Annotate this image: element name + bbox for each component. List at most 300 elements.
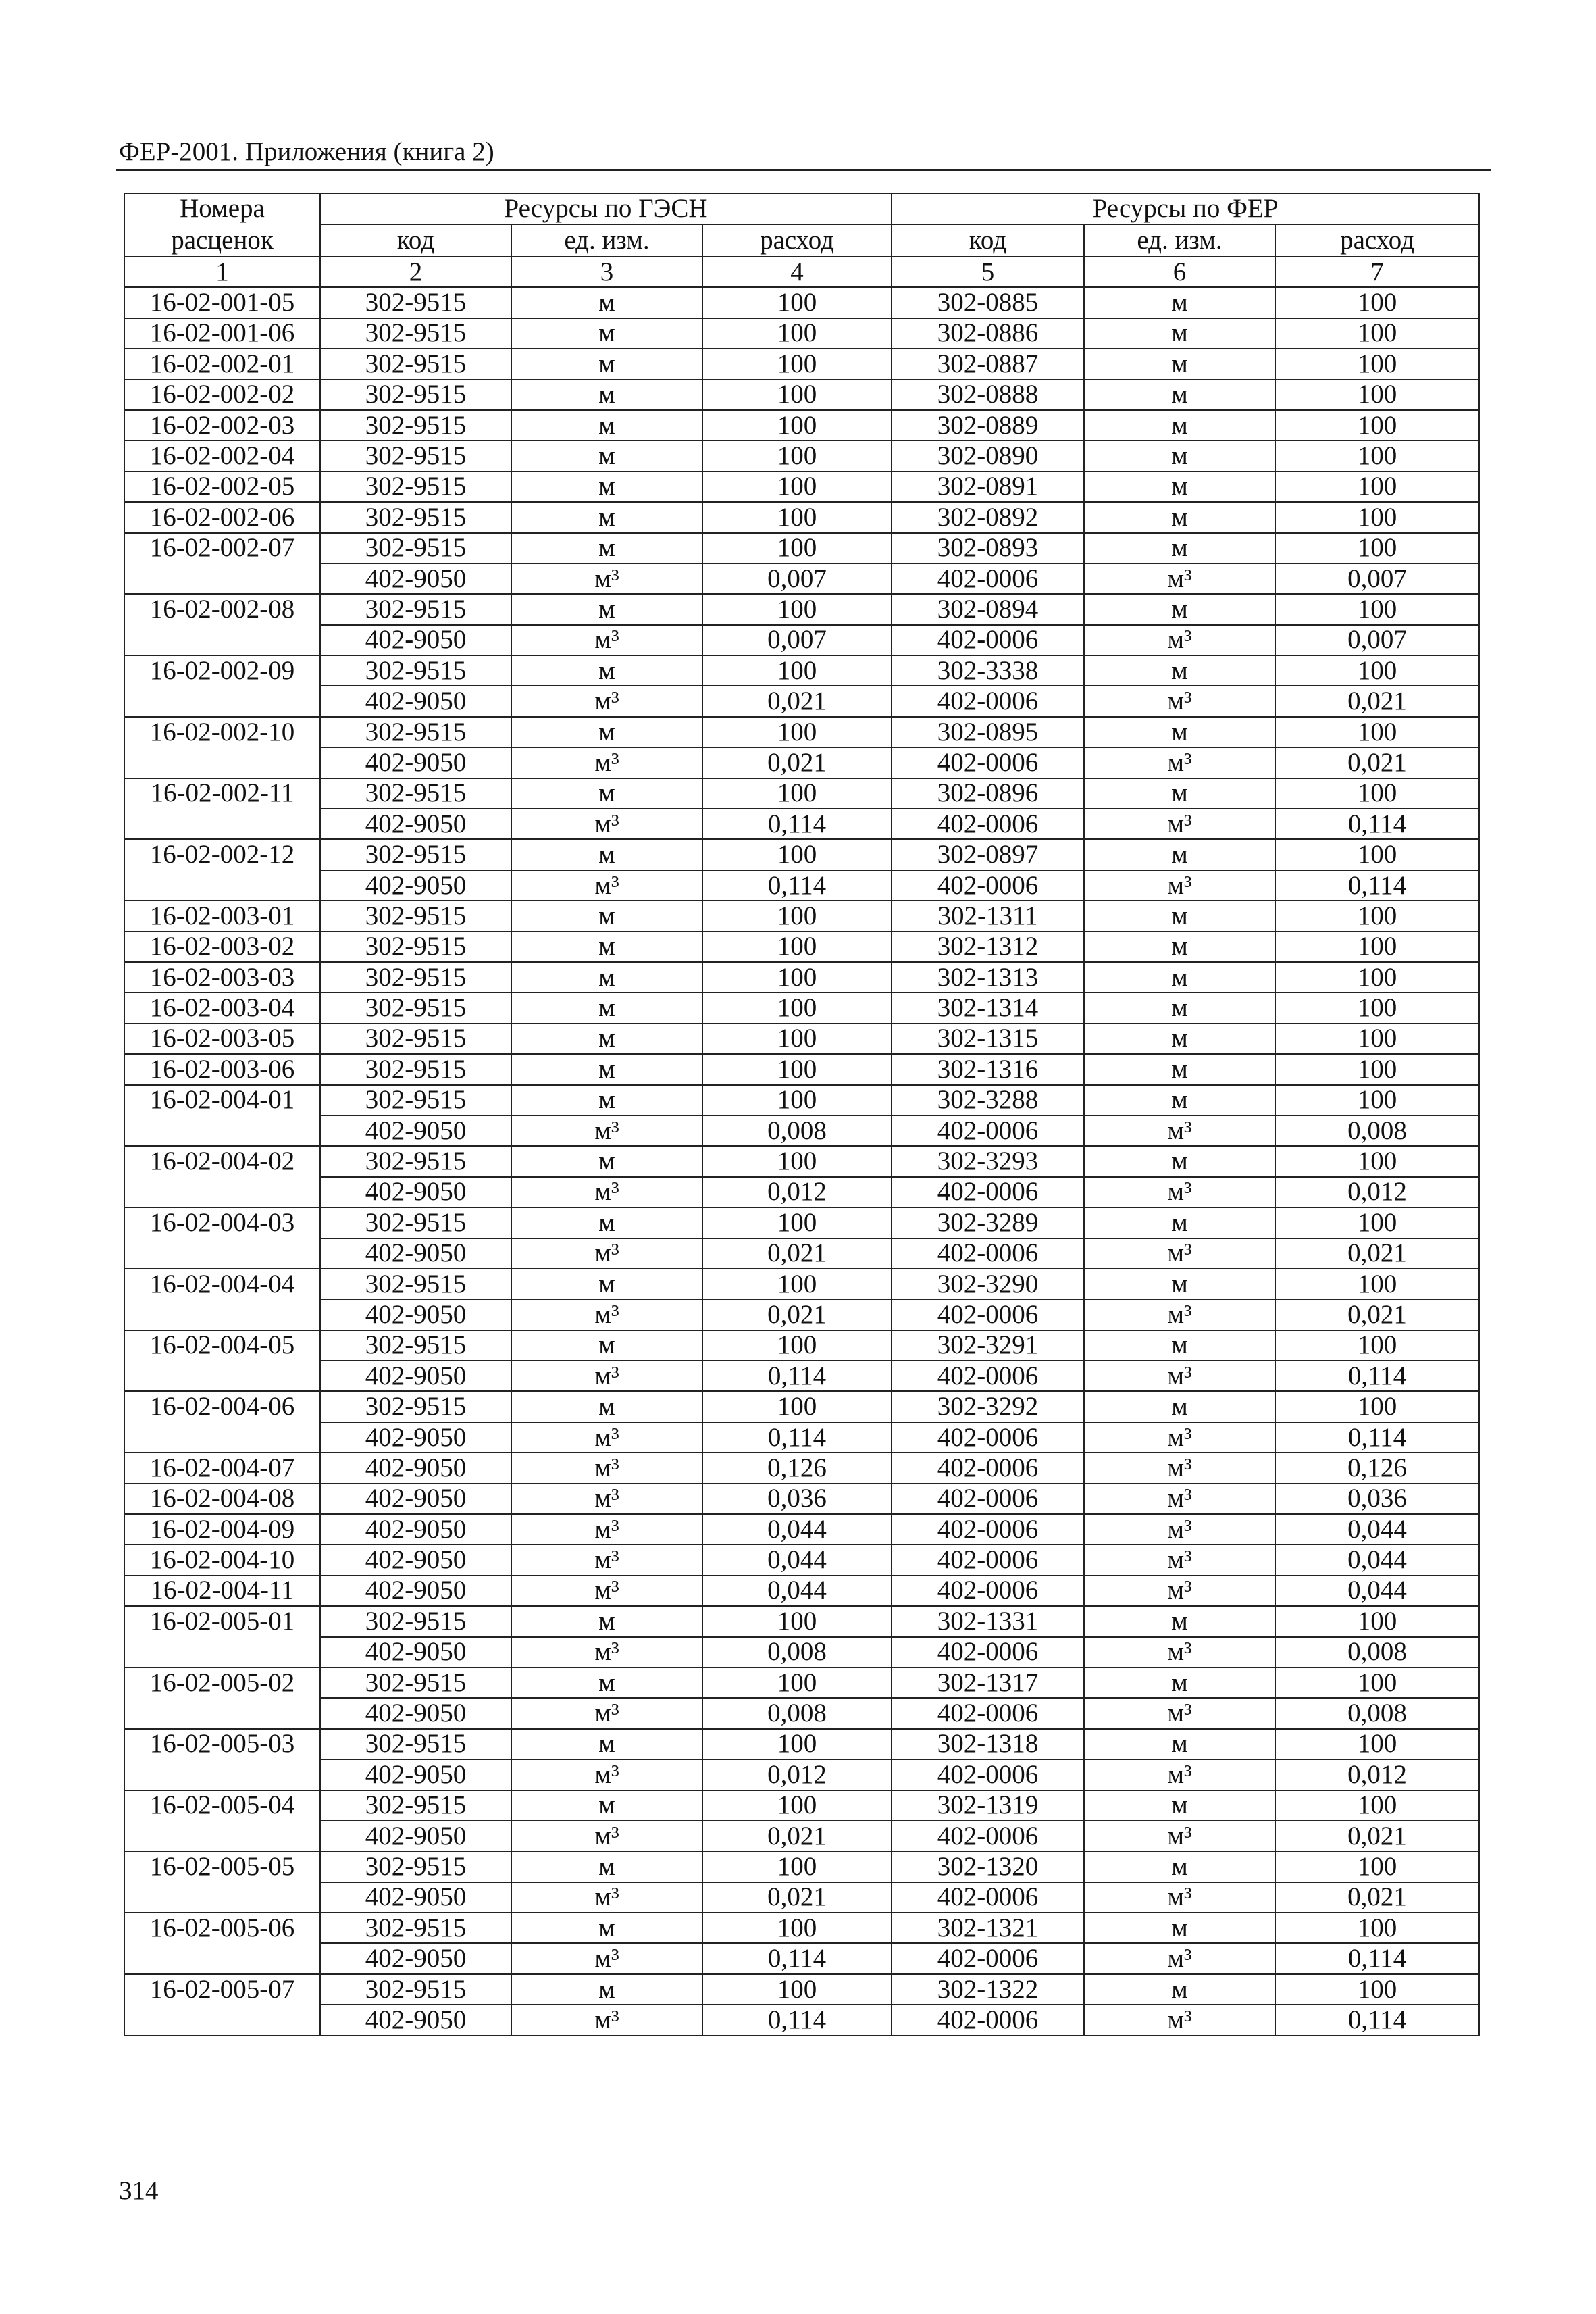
fer-unit-cell: м³	[1084, 1115, 1275, 1146]
gesn-consumption-cell: 0,021	[702, 1238, 892, 1269]
rate-number-cell: 16-02-005-04	[124, 1790, 320, 1821]
fer-consumption-cell: 100	[1275, 472, 1479, 502]
fer-unit-cell: м³	[1084, 809, 1275, 839]
rate-number-cell	[124, 809, 320, 839]
fer-consumption-cell: 100	[1275, 349, 1479, 379]
gesn-unit-cell: м	[511, 839, 702, 870]
gesn-consumption-cell: 0,008	[702, 1115, 892, 1146]
column-number: 7	[1275, 257, 1479, 287]
table-row	[124, 1821, 1479, 1851]
table-header-row-groups	[124, 193, 1479, 224]
gesn-code-cell: 302-9515	[320, 1269, 511, 1299]
gesn-consumption-cell: 0,021	[702, 747, 892, 778]
gesn-consumption-cell: 100	[702, 594, 892, 624]
fer-consumption-cell: 0,007	[1275, 625, 1479, 655]
column-number: 5	[892, 257, 1084, 287]
table-row	[124, 1667, 1479, 1698]
table-row	[124, 318, 1479, 349]
table-row	[124, 870, 1479, 901]
gesn-code-cell: 302-9515	[320, 655, 511, 686]
fer-consumption-cell: 100	[1275, 594, 1479, 624]
gesn-unit-cell: м	[511, 1729, 702, 1759]
fer-code-cell: 402-0006	[892, 809, 1084, 839]
gesn-unit-cell: м	[511, 1790, 702, 1821]
fer-code-cell: 302-1315	[892, 1024, 1084, 1054]
fer-unit-cell: м	[1084, 1085, 1275, 1115]
rate-number-cell: 16-02-002-09	[124, 655, 320, 686]
fer-consumption-cell: 100	[1275, 962, 1479, 992]
table-row	[124, 1974, 1479, 2005]
gesn-code-cell: 402-9050	[320, 1943, 511, 1973]
fer-code-cell: 302-1313	[892, 962, 1084, 992]
rate-number-cell: 16-02-004-11	[124, 1576, 320, 1606]
gesn-consumption-cell: 100	[702, 992, 892, 1023]
fer-unit-cell: м³	[1084, 1361, 1275, 1391]
gesn-consumption-cell: 100	[702, 1606, 892, 1636]
page-number: 314	[119, 2176, 159, 2205]
fer-consumption-cell: 0,114	[1275, 809, 1479, 839]
rate-number-cell	[124, 563, 320, 594]
table-row	[124, 410, 1479, 441]
gesn-unit-cell: м³	[511, 1484, 702, 1514]
rate-number-cell: 16-02-005-07	[124, 1974, 320, 2005]
fer-code-cell: 302-1331	[892, 1606, 1084, 1636]
gesn-code-cell: 302-9515	[320, 287, 511, 318]
fer-unit-cell: м	[1084, 349, 1275, 379]
fer-code-cell: 302-1318	[892, 1729, 1084, 1759]
fer-consumption-cell: 100	[1275, 1024, 1479, 1054]
fer-consumption-cell: 100	[1275, 901, 1479, 931]
fer-unit-cell: м³	[1084, 1576, 1275, 1606]
gesn-code-cell: 302-9515	[320, 1790, 511, 1821]
gesn-unit-cell: м	[511, 1024, 702, 1054]
rate-number-cell: 16-02-004-07	[124, 1453, 320, 1483]
fer-code-cell: 402-0006	[892, 1544, 1084, 1575]
gesn-unit-cell: м	[511, 441, 702, 471]
table-row	[124, 1729, 1479, 1759]
header-gesn-code: код	[320, 224, 511, 257]
gesn-unit-cell: м	[511, 1330, 702, 1361]
table-row	[124, 1085, 1479, 1115]
gesn-consumption-cell: 0,114	[702, 1943, 892, 1973]
gesn-code-cell: 402-9050	[320, 1115, 511, 1146]
table-row	[124, 1269, 1479, 1299]
gesn-code-cell: 302-9515	[320, 1974, 511, 2005]
fer-unit-cell: м	[1084, 1667, 1275, 1698]
table-row	[124, 1913, 1479, 1943]
rate-number-cell	[124, 1361, 320, 1391]
header-gesn-resources: Ресурсы по ГЭСН	[320, 193, 892, 224]
fer-consumption-cell: 0,021	[1275, 747, 1479, 778]
gesn-consumption-cell: 100	[702, 1391, 892, 1422]
fer-unit-cell: м	[1084, 778, 1275, 809]
fer-consumption-cell: 100	[1275, 839, 1479, 870]
gesn-code-cell: 302-9515	[320, 962, 511, 992]
fer-unit-cell: м³	[1084, 1544, 1275, 1575]
fer-unit-cell: м	[1084, 992, 1275, 1023]
gesn-unit-cell: м	[511, 778, 702, 809]
fer-code-cell: 402-0006	[892, 563, 1084, 594]
table-row	[124, 686, 1479, 716]
rate-number-cell: 16-02-005-03	[124, 1729, 320, 1759]
fer-consumption-cell: 100	[1275, 932, 1479, 962]
gesn-consumption-cell: 100	[702, 1146, 892, 1176]
table-row	[124, 1299, 1479, 1330]
rate-number-cell	[124, 1759, 320, 1790]
gesn-code-cell: 302-9515	[320, 1391, 511, 1422]
fer-code-cell: 402-0006	[892, 686, 1084, 716]
gesn-code-cell: 302-9515	[320, 472, 511, 502]
fer-code-cell: 302-0894	[892, 594, 1084, 624]
gesn-unit-cell: м³	[511, 1637, 702, 1667]
fer-consumption-cell: 0,012	[1275, 1759, 1479, 1790]
gesn-consumption-cell: 100	[702, 932, 892, 962]
gesn-code-cell: 302-9515	[320, 839, 511, 870]
rate-number-cell: 16-02-002-01	[124, 349, 320, 379]
gesn-consumption-cell: 100	[702, 1790, 892, 1821]
gesn-consumption-cell: 0,114	[702, 1361, 892, 1391]
gesn-consumption-cell: 100	[702, 839, 892, 870]
gesn-unit-cell: м³	[511, 1544, 702, 1575]
gesn-code-cell: 302-9515	[320, 1851, 511, 1882]
fer-code-cell: 402-0006	[892, 1698, 1084, 1728]
gesn-consumption-cell: 0,021	[702, 1882, 892, 1913]
fer-consumption-cell: 100	[1275, 1054, 1479, 1084]
table-row	[124, 1851, 1479, 1882]
table-row	[124, 349, 1479, 379]
fer-consumption-cell: 100	[1275, 1790, 1479, 1821]
fer-consumption-cell: 100	[1275, 380, 1479, 410]
gesn-unit-cell: м³	[511, 1177, 702, 1207]
gesn-consumption-cell: 0,021	[702, 686, 892, 716]
rate-number-cell: 16-02-004-10	[124, 1544, 320, 1575]
gesn-code-cell: 302-9515	[320, 1024, 511, 1054]
fer-code-cell: 402-0006	[892, 1821, 1084, 1851]
fer-code-cell: 302-0893	[892, 533, 1084, 563]
rate-number-cell: 16-02-004-01	[124, 1085, 320, 1115]
gesn-unit-cell: м	[511, 410, 702, 441]
fer-code-cell: 402-0006	[892, 870, 1084, 901]
table-row	[124, 1514, 1479, 1544]
fer-code-cell: 302-1321	[892, 1913, 1084, 1943]
header-divider	[116, 169, 1491, 171]
gesn-consumption-cell: 100	[702, 410, 892, 441]
gesn-unit-cell: м	[511, 655, 702, 686]
rate-number-cell: 16-02-002-08	[124, 594, 320, 624]
gesn-unit-cell: м	[511, 1085, 702, 1115]
fer-consumption-cell: 0,114	[1275, 870, 1479, 901]
gesn-unit-cell: м³	[511, 1821, 702, 1851]
gesn-consumption-cell: 100	[702, 533, 892, 563]
rate-number-cell: 16-02-002-06	[124, 502, 320, 532]
rate-number-cell: 16-02-004-08	[124, 1484, 320, 1514]
gesn-unit-cell: м	[511, 287, 702, 318]
fer-unit-cell: м	[1084, 1913, 1275, 1943]
fer-unit-cell: м³	[1084, 1759, 1275, 1790]
gesn-unit-cell: м	[511, 717, 702, 747]
rate-number-cell: 16-02-002-12	[124, 839, 320, 870]
fer-code-cell: 302-3292	[892, 1391, 1084, 1422]
table-row	[124, 1637, 1479, 1667]
gesn-code-cell: 402-9050	[320, 625, 511, 655]
rate-number-cell: 16-02-003-01	[124, 901, 320, 931]
fer-unit-cell: м³	[1084, 1821, 1275, 1851]
gesn-consumption-cell: 100	[702, 962, 892, 992]
fer-unit-cell: м	[1084, 1606, 1275, 1636]
gesn-unit-cell: м	[511, 901, 702, 931]
fer-code-cell: 302-3289	[892, 1207, 1084, 1238]
fer-code-cell: 402-0006	[892, 747, 1084, 778]
gesn-unit-cell: м³	[511, 870, 702, 901]
gesn-code-cell: 302-9515	[320, 410, 511, 441]
gesn-unit-cell: м	[511, 962, 702, 992]
table-row	[124, 594, 1479, 624]
gesn-consumption-cell: 100	[702, 1913, 892, 1943]
rate-number-cell: 16-02-004-03	[124, 1207, 320, 1238]
fer-consumption-cell: 100	[1275, 1851, 1479, 1882]
fer-unit-cell: м³	[1084, 686, 1275, 716]
fer-code-cell: 302-3293	[892, 1146, 1084, 1176]
rate-number-cell	[124, 1821, 320, 1851]
fer-unit-cell: м³	[1084, 1453, 1275, 1483]
gesn-code-cell: 402-9050	[320, 1299, 511, 1330]
gesn-unit-cell: м	[511, 932, 702, 962]
gesn-code-cell: 302-9515	[320, 380, 511, 410]
fer-code-cell: 402-0006	[892, 1882, 1084, 1913]
rate-number-cell: 16-02-004-06	[124, 1391, 320, 1422]
fer-code-cell: 302-3290	[892, 1269, 1084, 1299]
gesn-code-cell: 302-9515	[320, 441, 511, 471]
gesn-unit-cell: м³	[511, 2005, 702, 2035]
gesn-unit-cell: м³	[511, 1238, 702, 1269]
fer-unit-cell: м	[1084, 1851, 1275, 1882]
fer-consumption-cell: 0,012	[1275, 1177, 1479, 1207]
table-row	[124, 1146, 1479, 1176]
fer-code-cell: 302-0885	[892, 287, 1084, 318]
gesn-unit-cell: м³	[511, 1299, 702, 1330]
table-row	[124, 1453, 1479, 1483]
rate-number-cell: 16-02-004-05	[124, 1330, 320, 1361]
fer-unit-cell: м³	[1084, 2005, 1275, 2035]
gesn-unit-cell: м³	[511, 1115, 702, 1146]
fer-consumption-cell: 100	[1275, 1146, 1479, 1176]
rate-number-cell: 16-02-002-11	[124, 778, 320, 809]
fer-unit-cell: м	[1084, 472, 1275, 502]
gesn-code-cell: 402-9050	[320, 1453, 511, 1483]
fer-code-cell: 402-0006	[892, 1943, 1084, 1973]
rate-number-cell: 16-02-002-07	[124, 533, 320, 563]
gesn-unit-cell: м³	[511, 686, 702, 716]
fer-unit-cell: м	[1084, 318, 1275, 349]
fer-unit-cell: м	[1084, 962, 1275, 992]
gesn-code-cell: 402-9050	[320, 1361, 511, 1391]
gesn-unit-cell: м³	[511, 1882, 702, 1913]
gesn-consumption-cell: 100	[702, 1269, 892, 1299]
fer-unit-cell: м³	[1084, 1422, 1275, 1453]
fer-unit-cell: м³	[1084, 1484, 1275, 1514]
fer-unit-cell: м³	[1084, 1943, 1275, 1973]
fer-unit-cell: м	[1084, 410, 1275, 441]
gesn-unit-cell: м	[511, 1054, 702, 1084]
fer-unit-cell: м	[1084, 380, 1275, 410]
gesn-unit-cell: м	[511, 1207, 702, 1238]
fer-code-cell: 302-1317	[892, 1667, 1084, 1698]
fer-unit-cell: м	[1084, 1330, 1275, 1361]
rate-number-cell: 16-02-004-02	[124, 1146, 320, 1176]
gesn-consumption-cell: 100	[702, 1085, 892, 1115]
rate-number-cell	[124, 1238, 320, 1269]
gesn-consumption-cell: 100	[702, 380, 892, 410]
fer-code-cell: 302-0890	[892, 441, 1084, 471]
table-row	[124, 778, 1479, 809]
table-row	[124, 1177, 1479, 1207]
table-row	[124, 747, 1479, 778]
gesn-consumption-cell: 100	[702, 1054, 892, 1084]
rate-number-cell: 16-02-004-09	[124, 1514, 320, 1544]
fer-consumption-cell: 0,036	[1275, 1484, 1479, 1514]
gesn-unit-cell: м	[511, 1146, 702, 1176]
fer-code-cell: 402-0006	[892, 2005, 1084, 2035]
gesn-code-cell: 402-9050	[320, 2005, 511, 2035]
table-row	[124, 992, 1479, 1023]
header-rate-numbers-top: Номера	[124, 193, 320, 224]
table-row	[124, 932, 1479, 962]
rate-number-cell: 16-02-002-05	[124, 472, 320, 502]
gesn-code-cell: 302-9515	[320, 1085, 511, 1115]
rate-number-cell: 16-02-003-02	[124, 932, 320, 962]
header-gesn-consumption: расход	[702, 224, 892, 257]
gesn-code-cell: 302-9515	[320, 318, 511, 349]
column-number: 3	[511, 257, 702, 287]
table-row	[124, 1698, 1479, 1728]
table-row	[124, 1054, 1479, 1084]
table-row	[124, 287, 1479, 318]
fer-consumption-cell: 100	[1275, 1207, 1479, 1238]
gesn-unit-cell: м	[511, 1269, 702, 1299]
gesn-unit-cell: м³	[511, 1422, 702, 1453]
fer-unit-cell: м³	[1084, 563, 1275, 594]
resources-table	[124, 193, 1480, 2036]
fer-consumption-cell: 0,008	[1275, 1698, 1479, 1728]
gesn-code-cell: 302-9515	[320, 1330, 511, 1361]
fer-consumption-cell: 100	[1275, 717, 1479, 747]
gesn-consumption-cell: 0,021	[702, 1821, 892, 1851]
fer-consumption-cell: 100	[1275, 1391, 1479, 1422]
fer-unit-cell: м	[1084, 1054, 1275, 1084]
table-row	[124, 1943, 1479, 1973]
fer-unit-cell: м	[1084, 441, 1275, 471]
gesn-code-cell: 302-9515	[320, 901, 511, 931]
gesn-consumption-cell: 0,044	[702, 1514, 892, 1544]
table-row	[124, 2005, 1479, 2035]
fer-code-cell: 402-0006	[892, 1576, 1084, 1606]
gesn-consumption-cell: 0,044	[702, 1544, 892, 1575]
header-fer-resources: Ресурсы по ФЕР	[892, 193, 1479, 224]
fer-consumption-cell: 0,021	[1275, 686, 1479, 716]
fer-code-cell: 302-1312	[892, 932, 1084, 962]
gesn-consumption-cell: 100	[702, 778, 892, 809]
gesn-code-cell: 302-9515	[320, 717, 511, 747]
gesn-consumption-cell: 0,021	[702, 1299, 892, 1330]
fer-code-cell: 402-0006	[892, 1759, 1084, 1790]
table-row	[124, 563, 1479, 594]
gesn-unit-cell: м³	[511, 625, 702, 655]
fer-code-cell: 302-1314	[892, 992, 1084, 1023]
gesn-code-cell: 402-9050	[320, 1422, 511, 1453]
gesn-code-cell: 402-9050	[320, 563, 511, 594]
fer-unit-cell: м	[1084, 655, 1275, 686]
fer-code-cell: 402-0006	[892, 1422, 1084, 1453]
gesn-code-cell: 302-9515	[320, 992, 511, 1023]
fer-unit-cell: м³	[1084, 1698, 1275, 1728]
fer-code-cell: 402-0006	[892, 1299, 1084, 1330]
fer-consumption-cell: 100	[1275, 1974, 1479, 2005]
rate-number-cell	[124, 1422, 320, 1453]
table-row	[124, 1576, 1479, 1606]
gesn-consumption-cell: 0,012	[702, 1759, 892, 1790]
fer-unit-cell: м³	[1084, 1637, 1275, 1667]
fer-consumption-cell: 100	[1275, 441, 1479, 471]
gesn-unit-cell: м³	[511, 1576, 702, 1606]
table-row	[124, 717, 1479, 747]
rate-number-cell	[124, 1943, 320, 1973]
gesn-unit-cell: м³	[511, 1943, 702, 1973]
table-row	[124, 1024, 1479, 1054]
fer-consumption-cell: 100	[1275, 410, 1479, 441]
fer-unit-cell: м	[1084, 1146, 1275, 1176]
column-number: 1	[124, 257, 320, 287]
gesn-code-cell: 402-9050	[320, 1759, 511, 1790]
fer-code-cell: 302-1322	[892, 1974, 1084, 2005]
gesn-consumption-cell: 100	[702, 655, 892, 686]
table-row	[124, 533, 1479, 563]
gesn-consumption-cell: 100	[702, 318, 892, 349]
fer-code-cell: 302-3291	[892, 1330, 1084, 1361]
fer-unit-cell: м³	[1084, 1882, 1275, 1913]
header-fer-code: код	[892, 224, 1084, 257]
gesn-consumption-cell: 100	[702, 901, 892, 931]
table-row	[124, 839, 1479, 870]
gesn-code-cell: 302-9515	[320, 349, 511, 379]
gesn-consumption-cell: 0,044	[702, 1576, 892, 1606]
gesn-consumption-cell: 0,114	[702, 1422, 892, 1453]
fer-consumption-cell: 0,114	[1275, 2005, 1479, 2035]
fer-code-cell: 302-0897	[892, 839, 1084, 870]
table-row	[124, 1207, 1479, 1238]
table-row	[124, 1391, 1479, 1422]
gesn-consumption-cell: 100	[702, 717, 892, 747]
gesn-consumption-cell: 100	[702, 1667, 892, 1698]
fer-unit-cell: м	[1084, 1729, 1275, 1759]
page-header-title: ФЕР-2001. Приложения (книга 2)	[119, 137, 494, 166]
fer-consumption-cell: 0,114	[1275, 1361, 1479, 1391]
gesn-code-cell: 402-9050	[320, 1882, 511, 1913]
fer-unit-cell: м	[1084, 1269, 1275, 1299]
rate-number-cell: 16-02-005-05	[124, 1851, 320, 1882]
gesn-code-cell: 402-9050	[320, 1177, 511, 1207]
gesn-consumption-cell: 100	[702, 1851, 892, 1882]
fer-unit-cell: м³	[1084, 1177, 1275, 1207]
rate-number-cell: 16-02-005-01	[124, 1606, 320, 1636]
fer-code-cell: 302-0895	[892, 717, 1084, 747]
fer-consumption-cell: 0,114	[1275, 1943, 1479, 1973]
fer-code-cell: 302-1311	[892, 901, 1084, 931]
fer-consumption-cell: 0,021	[1275, 1882, 1479, 1913]
fer-consumption-cell: 0,008	[1275, 1115, 1479, 1146]
gesn-code-cell: 402-9050	[320, 1514, 511, 1544]
gesn-unit-cell: м³	[511, 1361, 702, 1391]
gesn-consumption-cell: 100	[702, 349, 892, 379]
